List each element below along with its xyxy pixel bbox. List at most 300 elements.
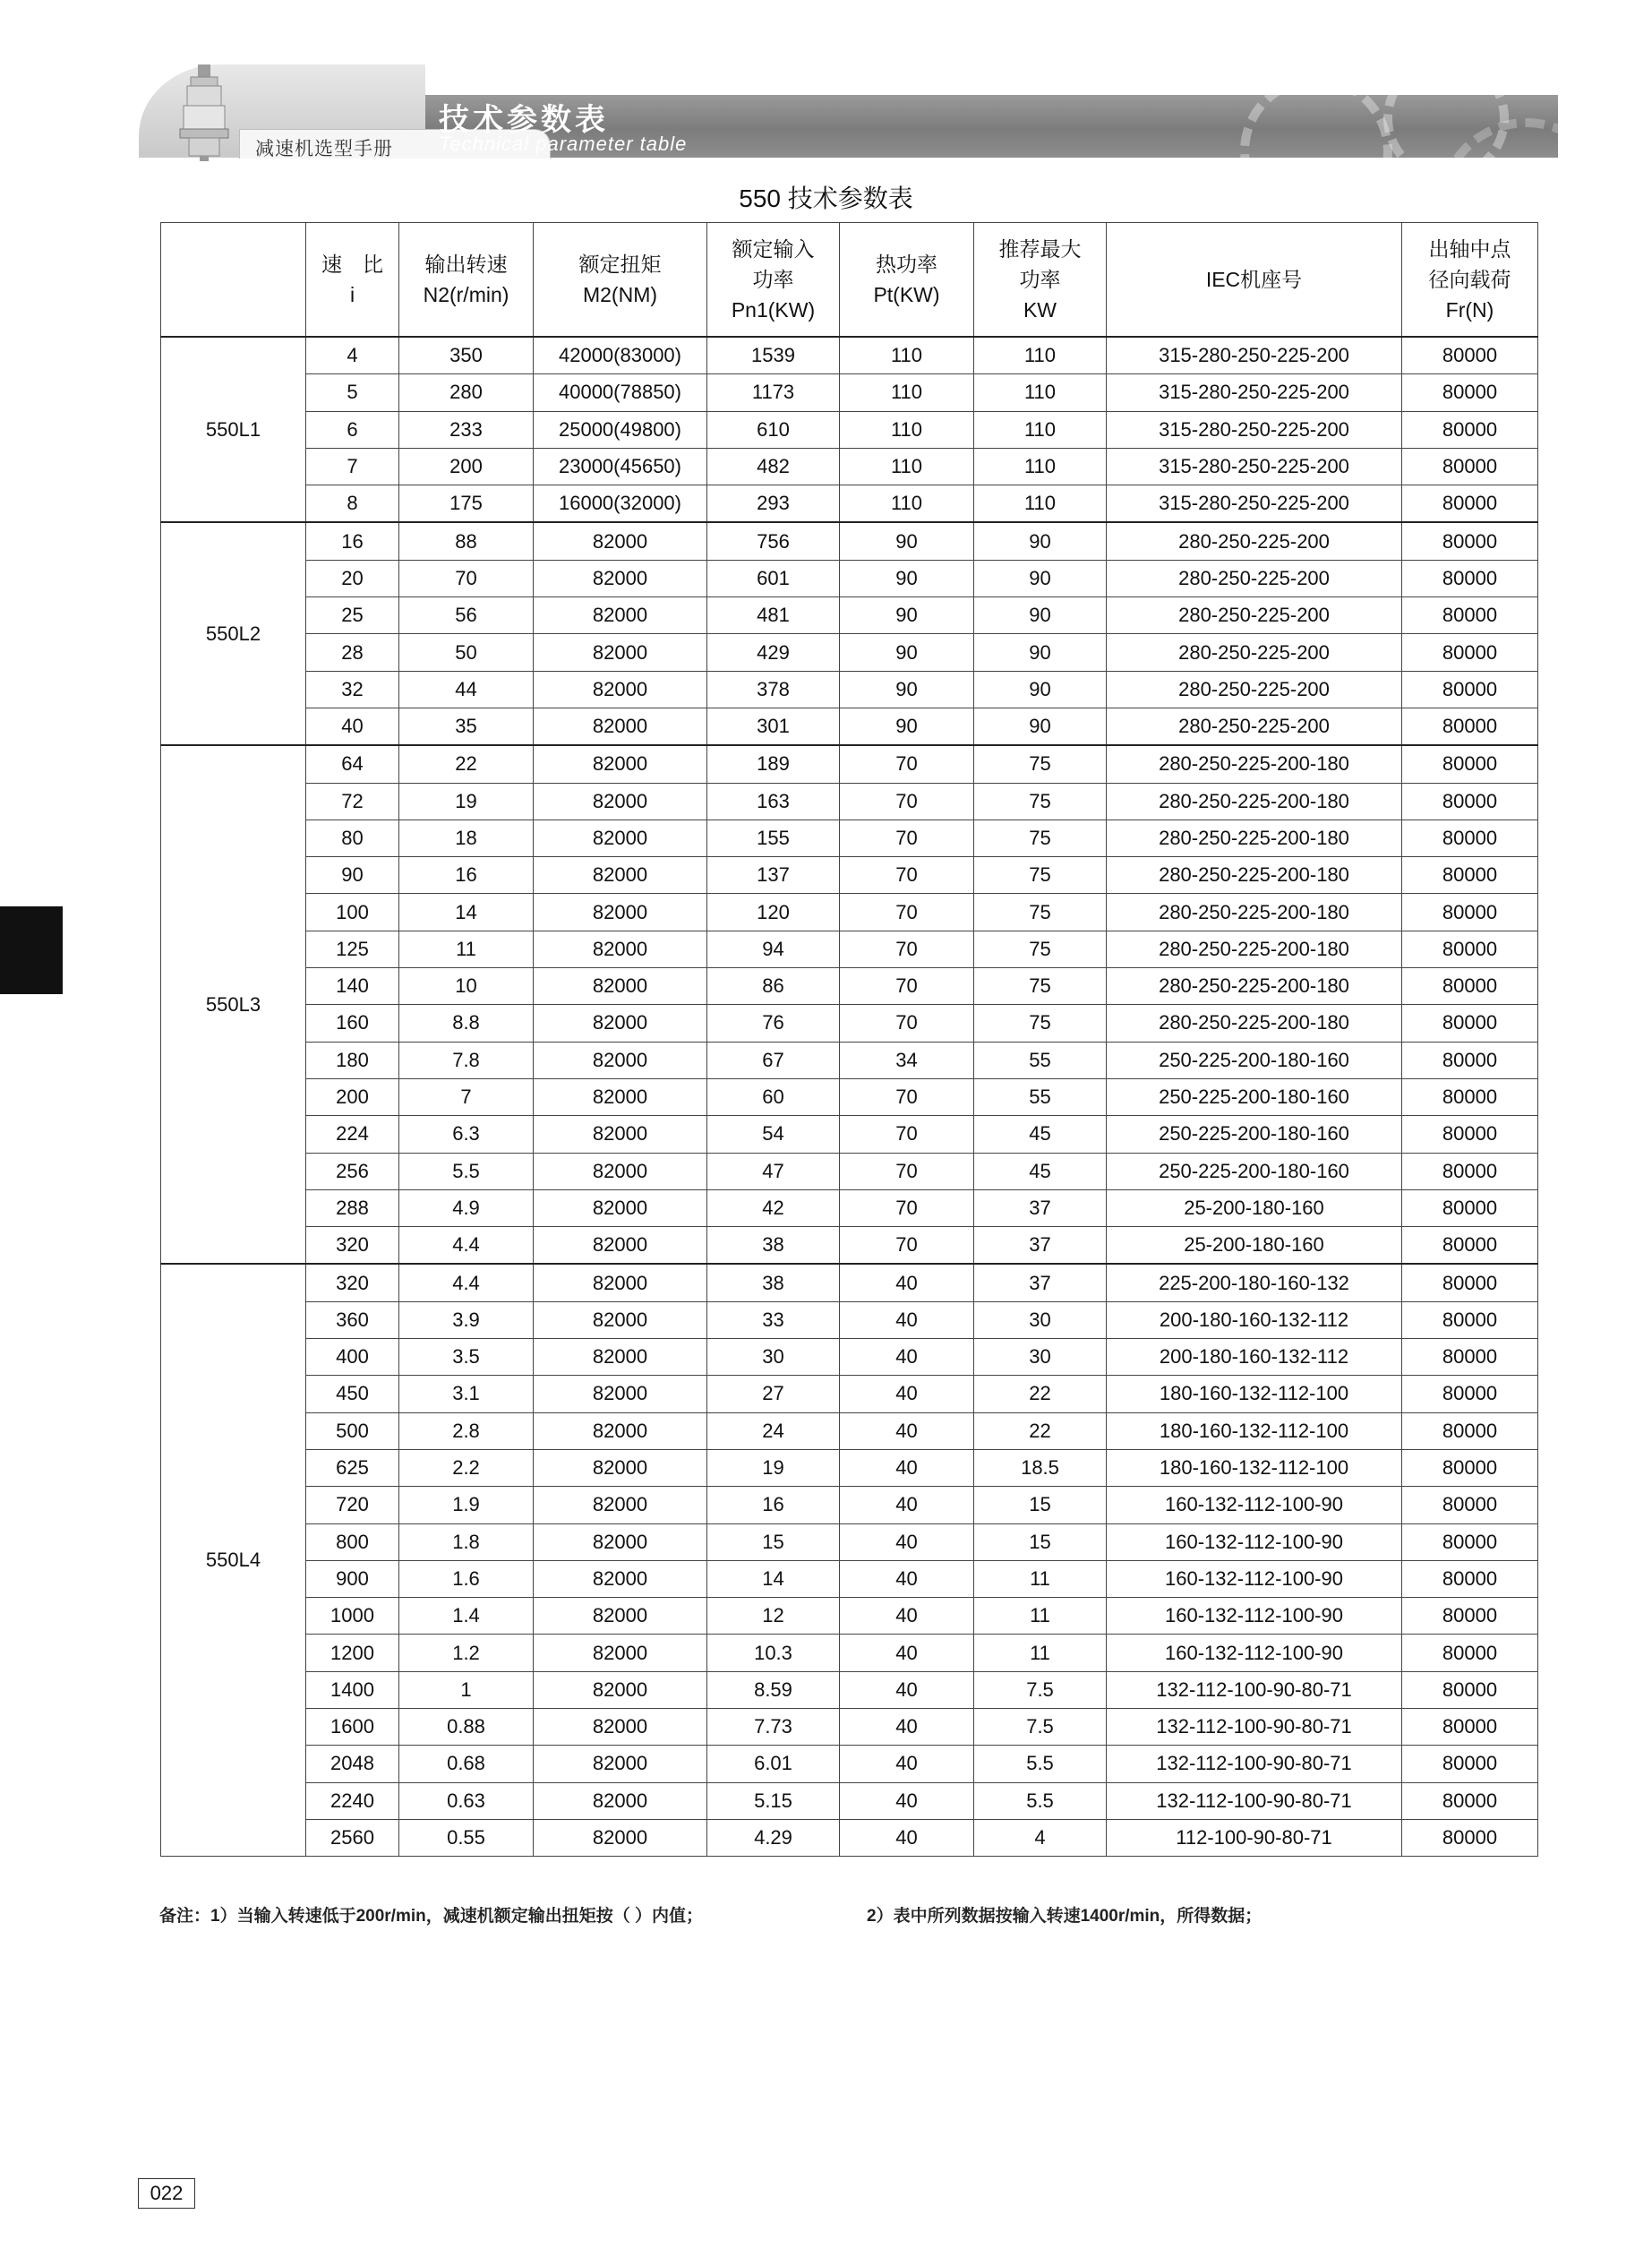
table-row: [161, 1301, 1538, 1338]
table-cell: 1600: [306, 1708, 399, 1745]
table-cell: 27: [707, 1376, 840, 1412]
table-cell: 82000: [534, 1301, 707, 1338]
table-cell: 280-250-225-200: [1107, 634, 1402, 671]
table-row: [161, 1339, 1538, 1376]
table-cell: 80000: [1402, 708, 1538, 745]
table-cell: 160-132-112-100-90: [1107, 1598, 1402, 1635]
table-cell: 80000: [1402, 1189, 1538, 1226]
table-cell: 82000: [534, 1487, 707, 1523]
table-cell: 110: [974, 485, 1107, 523]
table-cell: 429: [707, 634, 840, 671]
table-cell: 5: [306, 374, 399, 411]
table-cell: 1173: [707, 374, 840, 411]
table-cell: 80000: [1402, 783, 1538, 820]
table-cell: 25: [306, 597, 399, 634]
table-cell: 280-250-225-200: [1107, 708, 1402, 745]
table-row: [161, 1376, 1538, 1412]
table-cell: 720: [306, 1487, 399, 1523]
table-cell: 64: [306, 745, 399, 783]
table-cell: 35: [399, 708, 534, 745]
table-cell: 1539: [707, 337, 840, 374]
table-cell: 40: [840, 1782, 974, 1819]
table-row: [161, 820, 1538, 856]
footnotes: [159, 1902, 1263, 1927]
table-cell: 70: [840, 820, 974, 856]
table-cell: 80000: [1402, 1005, 1538, 1042]
table-cell: 7: [306, 448, 399, 485]
table-cell: 80000: [1402, 1671, 1538, 1708]
table-cell: 67: [707, 1042, 840, 1078]
table-cell: 40: [840, 1560, 974, 1597]
table-cell: 7.5: [974, 1708, 1107, 1745]
table-cell: 2.2: [399, 1449, 534, 1486]
table-cell: 80000: [1402, 745, 1538, 783]
table-cell: 90: [840, 522, 974, 560]
table-cell: 40: [840, 1598, 974, 1635]
table-cell: 82000: [534, 1449, 707, 1486]
table-cell: 47: [707, 1153, 840, 1189]
table-row: [161, 448, 1538, 485]
table-cell: 30: [974, 1301, 1107, 1338]
table-cell: 11: [974, 1560, 1107, 1597]
table-cell: 90: [974, 597, 1107, 634]
table-header-row: [161, 223, 1538, 338]
table-cell: 70: [840, 931, 974, 967]
table-cell: 40000(78850): [534, 374, 707, 411]
table-cell: 40: [840, 1339, 974, 1376]
table-cell: 132-112-100-90-80-71: [1107, 1671, 1402, 1708]
header-radial-load: 出轴中点 径向载荷 Fr(N): [1402, 223, 1538, 338]
table-cell: 37: [974, 1264, 1107, 1301]
table-cell: 8.59: [707, 1671, 840, 1708]
table-row: [161, 857, 1538, 894]
table-cell: 40: [840, 1412, 974, 1449]
table-cell: 8.8: [399, 1005, 534, 1042]
table-cell: 800: [306, 1523, 399, 1560]
table-cell: 44: [399, 671, 534, 708]
table-cell: 180-160-132-112-100: [1107, 1412, 1402, 1449]
table-cell: 155: [707, 820, 840, 856]
table-cell: 280-250-225-200-180: [1107, 1005, 1402, 1042]
table-cell: 80000: [1402, 337, 1538, 374]
table-cell: 40: [840, 1746, 974, 1782]
footnote-2: 2）表中所列数据按输入转速1400r/min，所得数据；: [867, 1907, 1263, 1926]
table-cell: 80000: [1402, 1708, 1538, 1745]
table-cell: 37: [974, 1189, 1107, 1226]
table-cell: 90: [840, 671, 974, 708]
table-cell: 22: [974, 1376, 1107, 1412]
table-row: [161, 1746, 1538, 1782]
table-cell: 8: [306, 485, 399, 523]
table-cell: 80000: [1402, 411, 1538, 448]
table-row: [161, 522, 1538, 560]
table-cell: 625: [306, 1449, 399, 1486]
table-cell: 23000(45650): [534, 448, 707, 485]
table-cell: 132-112-100-90-80-71: [1107, 1746, 1402, 1782]
table-cell: 15: [974, 1523, 1107, 1560]
table-cell: 82000: [534, 1671, 707, 1708]
table-cell: 250-225-200-180-160: [1107, 1153, 1402, 1189]
table-cell: 80000: [1402, 931, 1538, 967]
table-cell: 90: [840, 560, 974, 596]
table-cell: 90: [974, 634, 1107, 671]
table-cell: 20: [306, 560, 399, 596]
table-cell: 80000: [1402, 1227, 1538, 1265]
table-cell: 82000: [534, 522, 707, 560]
table-cell: 80000: [1402, 1635, 1538, 1671]
table-cell: 601: [707, 560, 840, 596]
footnote-1: 备注：1）当输入转速低于200r/min，减速机额定输出扭矩按（ ）内值；: [159, 1907, 703, 1926]
header-ratio: 速 比 i: [306, 223, 399, 338]
table-row: [161, 1449, 1538, 1486]
table-cell: 110: [840, 485, 974, 523]
table-cell: 15: [707, 1523, 840, 1560]
header-model: [161, 223, 306, 338]
table-cell: 34: [840, 1042, 974, 1078]
table-cell: 16: [707, 1487, 840, 1523]
table-cell: 1.8: [399, 1523, 534, 1560]
table-cell: 160-132-112-100-90: [1107, 1487, 1402, 1523]
table-cell: 5.5: [974, 1746, 1107, 1782]
table-cell: 5.15: [707, 1782, 840, 1819]
table-cell: 80000: [1402, 448, 1538, 485]
table-row: [161, 1227, 1538, 1265]
model-cell: 550L1: [161, 337, 306, 522]
table-cell: 75: [974, 783, 1107, 820]
table-cell: 40: [840, 1376, 974, 1412]
table-cell: 80000: [1402, 1560, 1538, 1597]
table-row: [161, 1598, 1538, 1635]
table-cell: 18: [399, 820, 534, 856]
table-cell: 1.4: [399, 1598, 534, 1635]
table-cell: 88: [399, 522, 534, 560]
table-cell: 125: [306, 931, 399, 967]
header-thermal-power: 热功率 Pt(KW): [840, 223, 974, 338]
table-cell: 80000: [1402, 1339, 1538, 1376]
table-cell: 38: [707, 1227, 840, 1265]
section-title-english: Technical parameter table: [439, 133, 688, 155]
table-cell: 110: [840, 374, 974, 411]
table-cell: 250-225-200-180-160: [1107, 1116, 1402, 1153]
table-cell: 16000(32000): [534, 485, 707, 523]
table-cell: 482: [707, 448, 840, 485]
page-number: 022: [138, 2178, 195, 2209]
header-rated-torque: 额定扭矩 M2(NM): [534, 223, 707, 338]
table-cell: 256: [306, 1153, 399, 1189]
table-cell: 6.3: [399, 1116, 534, 1153]
table-cell: 40: [840, 1301, 974, 1338]
table-row: [161, 1487, 1538, 1523]
table-cell: 40: [840, 1635, 974, 1671]
table-cell: 7.5: [974, 1671, 1107, 1708]
table-row: [161, 1005, 1538, 1042]
table-cell: 40: [840, 1708, 974, 1745]
table-cell: 30: [707, 1339, 840, 1376]
table-cell: 80000: [1402, 1301, 1538, 1338]
table-row: [161, 671, 1538, 708]
table-cell: 38: [707, 1264, 840, 1301]
table-cell: 45: [974, 1153, 1107, 1189]
table-cell: 76: [707, 1005, 840, 1042]
table-cell: 320: [306, 1264, 399, 1301]
table-cell: 1000: [306, 1598, 399, 1635]
table-cell: 55: [974, 1042, 1107, 1078]
table-cell: 25000(49800): [534, 411, 707, 448]
table-cell: 280-250-225-200-180: [1107, 783, 1402, 820]
table-cell: 40: [840, 1487, 974, 1523]
table-cell: 40: [840, 1264, 974, 1301]
table-cell: 160-132-112-100-90: [1107, 1560, 1402, 1597]
table-cell: 70: [840, 1078, 974, 1115]
table-cell: 82000: [534, 634, 707, 671]
table-cell: 0.63: [399, 1782, 534, 1819]
table-row: [161, 1560, 1538, 1597]
table-cell: 280-250-225-200: [1107, 560, 1402, 596]
table-cell: 280-250-225-200-180: [1107, 968, 1402, 1005]
table-cell: 225-200-180-160-132: [1107, 1264, 1402, 1301]
table-cell: 450: [306, 1376, 399, 1412]
table-cell: 0.88: [399, 1708, 534, 1745]
table-cell: 900: [306, 1560, 399, 1597]
header-max-power: 推荐最大 功率 KW: [974, 223, 1107, 338]
table-row: [161, 783, 1538, 820]
table-cell: 82000: [534, 1042, 707, 1078]
table-cell: 280-250-225-200: [1107, 522, 1402, 560]
table-title: 550 技术参数表: [739, 185, 913, 212]
table-cell: 42000(83000): [534, 337, 707, 374]
table-cell: 70: [840, 894, 974, 931]
table-cell: 72: [306, 783, 399, 820]
table-cell: 132-112-100-90-80-71: [1107, 1782, 1402, 1819]
table-cell: 280-250-225-200-180: [1107, 894, 1402, 931]
table-cell: 82000: [534, 1264, 707, 1301]
table-cell: 120: [707, 894, 840, 931]
table-cell: 315-280-250-225-200: [1107, 337, 1402, 374]
table-cell: 25-200-180-160: [1107, 1189, 1402, 1226]
table-cell: 70: [840, 783, 974, 820]
table-cell: 45: [974, 1116, 1107, 1153]
table-row: [161, 1042, 1538, 1078]
table-cell: 90: [974, 671, 1107, 708]
table-cell: 14: [399, 894, 534, 931]
table-cell: 82000: [534, 745, 707, 783]
table-row: [161, 894, 1538, 931]
table-cell: 80000: [1402, 1598, 1538, 1635]
table-row: [161, 931, 1538, 967]
table-cell: 7.73: [707, 1708, 840, 1745]
table-cell: 10.3: [707, 1635, 840, 1671]
table-cell: 40: [840, 1819, 974, 1856]
table-cell: 3.1: [399, 1376, 534, 1412]
table-row: [161, 1189, 1538, 1226]
table-cell: 90: [840, 597, 974, 634]
table-cell: 80000: [1402, 857, 1538, 894]
table-cell: 6: [306, 411, 399, 448]
table-cell: 288: [306, 1189, 399, 1226]
table-cell: 82000: [534, 1189, 707, 1226]
table-cell: 15: [974, 1487, 1107, 1523]
table-cell: 82000: [534, 1153, 707, 1189]
table-cell: 90: [840, 708, 974, 745]
manual-subtitle: 减速机选型手册: [255, 139, 393, 159]
table-cell: 82000: [534, 671, 707, 708]
table-cell: 2048: [306, 1746, 399, 1782]
chapter-side-tab: [0, 906, 63, 994]
table-cell: 2560: [306, 1819, 399, 1856]
table-cell: 82000: [534, 857, 707, 894]
table-cell: 82000: [534, 1708, 707, 1745]
table-cell: 112-100-90-80-71: [1107, 1819, 1402, 1856]
table-cell: 82000: [534, 1412, 707, 1449]
table-cell: 378: [707, 671, 840, 708]
header-output-speed: 输出转速 N2(r/min): [399, 223, 534, 338]
table-row: [161, 597, 1538, 634]
table-cell: 200: [399, 448, 534, 485]
table-cell: 4.4: [399, 1264, 534, 1301]
table-cell: 50: [399, 634, 534, 671]
table-cell: 110: [974, 337, 1107, 374]
table-cell: 80000: [1402, 485, 1538, 523]
table-cell: 160: [306, 1005, 399, 1042]
table-cell: 18.5: [974, 1449, 1107, 1486]
table-cell: 42: [707, 1189, 840, 1226]
table-cell: 25-200-180-160: [1107, 1227, 1402, 1265]
table-cell: 7.8: [399, 1042, 534, 1078]
table-cell: 60: [707, 1078, 840, 1115]
table-cell: 82000: [534, 1819, 707, 1856]
table-row: [161, 1264, 1538, 1301]
table-cell: 80000: [1402, 1782, 1538, 1819]
table-cell: 80000: [1402, 374, 1538, 411]
table-row: [161, 1153, 1538, 1189]
table-cell: 82000: [534, 597, 707, 634]
table-cell: 40: [840, 1671, 974, 1708]
table-cell: 6.01: [707, 1746, 840, 1782]
table-cell: 315-280-250-225-200: [1107, 411, 1402, 448]
table-cell: 56: [399, 597, 534, 634]
table-cell: 24: [707, 1412, 840, 1449]
table-cell: 82000: [534, 1339, 707, 1376]
table-cell: 82000: [534, 1598, 707, 1635]
table-cell: 82000: [534, 783, 707, 820]
table-cell: 70: [840, 1005, 974, 1042]
table-cell: 82000: [534, 1376, 707, 1412]
table-cell: 33: [707, 1301, 840, 1338]
parameter-table: [160, 222, 1538, 1857]
table-cell: 315-280-250-225-200: [1107, 485, 1402, 523]
table-cell: 200: [306, 1078, 399, 1115]
table-row: [161, 968, 1538, 1005]
table-cell: 1: [399, 1671, 534, 1708]
table-cell: 1.9: [399, 1487, 534, 1523]
table-row: [161, 1412, 1538, 1449]
table-cell: 350: [399, 337, 534, 374]
table-cell: 80000: [1402, 1412, 1538, 1449]
table-row: [161, 708, 1538, 745]
table-cell: 82000: [534, 1635, 707, 1671]
table-cell: 70: [840, 968, 974, 1005]
table-cell: 80000: [1402, 820, 1538, 856]
table-cell: 110: [974, 448, 1107, 485]
table-cell: 80000: [1402, 634, 1538, 671]
table-cell: 75: [974, 857, 1107, 894]
table-cell: 16: [306, 522, 399, 560]
table-cell: 0.55: [399, 1819, 534, 1856]
table-cell: 5.5: [974, 1782, 1107, 1819]
table-cell: 110: [974, 374, 1107, 411]
table-cell: 132-112-100-90-80-71: [1107, 1708, 1402, 1745]
table-cell: 80000: [1402, 597, 1538, 634]
table-cell: 200-180-160-132-112: [1107, 1301, 1402, 1338]
table-cell: 70: [840, 745, 974, 783]
table-row: [161, 1523, 1538, 1560]
table-cell: 2240: [306, 1782, 399, 1819]
table-cell: 37: [974, 1227, 1107, 1265]
table-cell: 90: [974, 522, 1107, 560]
table-cell: 82000: [534, 1078, 707, 1115]
table-cell: 280-250-225-200-180: [1107, 820, 1402, 856]
table-cell: 82000: [534, 1523, 707, 1560]
table-cell: 320: [306, 1227, 399, 1265]
table-cell: 756: [707, 522, 840, 560]
table-cell: 500: [306, 1412, 399, 1449]
table-cell: 224: [306, 1116, 399, 1153]
table-cell: 82000: [534, 894, 707, 931]
table-cell: 4: [306, 337, 399, 374]
table-cell: 70: [840, 1227, 974, 1265]
table-cell: 70: [840, 1116, 974, 1153]
table-cell: 137: [707, 857, 840, 894]
table-cell: 82000: [534, 968, 707, 1005]
table-cell: 3.9: [399, 1301, 534, 1338]
table-cell: 315-280-250-225-200: [1107, 374, 1402, 411]
table-cell: 82000: [534, 1782, 707, 1819]
table-cell: 0.68: [399, 1746, 534, 1782]
table-cell: 40: [840, 1449, 974, 1486]
table-cell: 610: [707, 411, 840, 448]
table-cell: 80000: [1402, 1116, 1538, 1153]
table-cell: 70: [399, 560, 534, 596]
table-cell: 2.8: [399, 1412, 534, 1449]
table-cell: 180-160-132-112-100: [1107, 1376, 1402, 1412]
table-cell: 55: [974, 1078, 1107, 1115]
table-cell: 4.29: [707, 1819, 840, 1856]
table-cell: 80000: [1402, 560, 1538, 596]
table-cell: 280-250-225-200: [1107, 671, 1402, 708]
table-cell: 280-250-225-200-180: [1107, 857, 1402, 894]
table-cell: 110: [840, 448, 974, 485]
table-cell: 70: [840, 857, 974, 894]
table-cell: 280: [399, 374, 534, 411]
table-cell: 75: [974, 968, 1107, 1005]
table-row: [161, 634, 1538, 671]
section-title: 技术参数表: [439, 103, 609, 137]
table-row: [161, 1116, 1538, 1153]
table-cell: 175: [399, 485, 534, 523]
table-cell: 200-180-160-132-112: [1107, 1339, 1402, 1376]
table-cell: 100: [306, 894, 399, 931]
table-cell: 189: [707, 745, 840, 783]
table-row: [161, 1671, 1538, 1708]
table-cell: 82000: [534, 1116, 707, 1153]
table-cell: 32: [306, 671, 399, 708]
table-cell: 70: [840, 1153, 974, 1189]
table-cell: 80000: [1402, 1487, 1538, 1523]
table-cell: 90: [840, 634, 974, 671]
table-cell: 110: [840, 411, 974, 448]
table-cell: 82000: [534, 820, 707, 856]
table-row: [161, 485, 1538, 523]
